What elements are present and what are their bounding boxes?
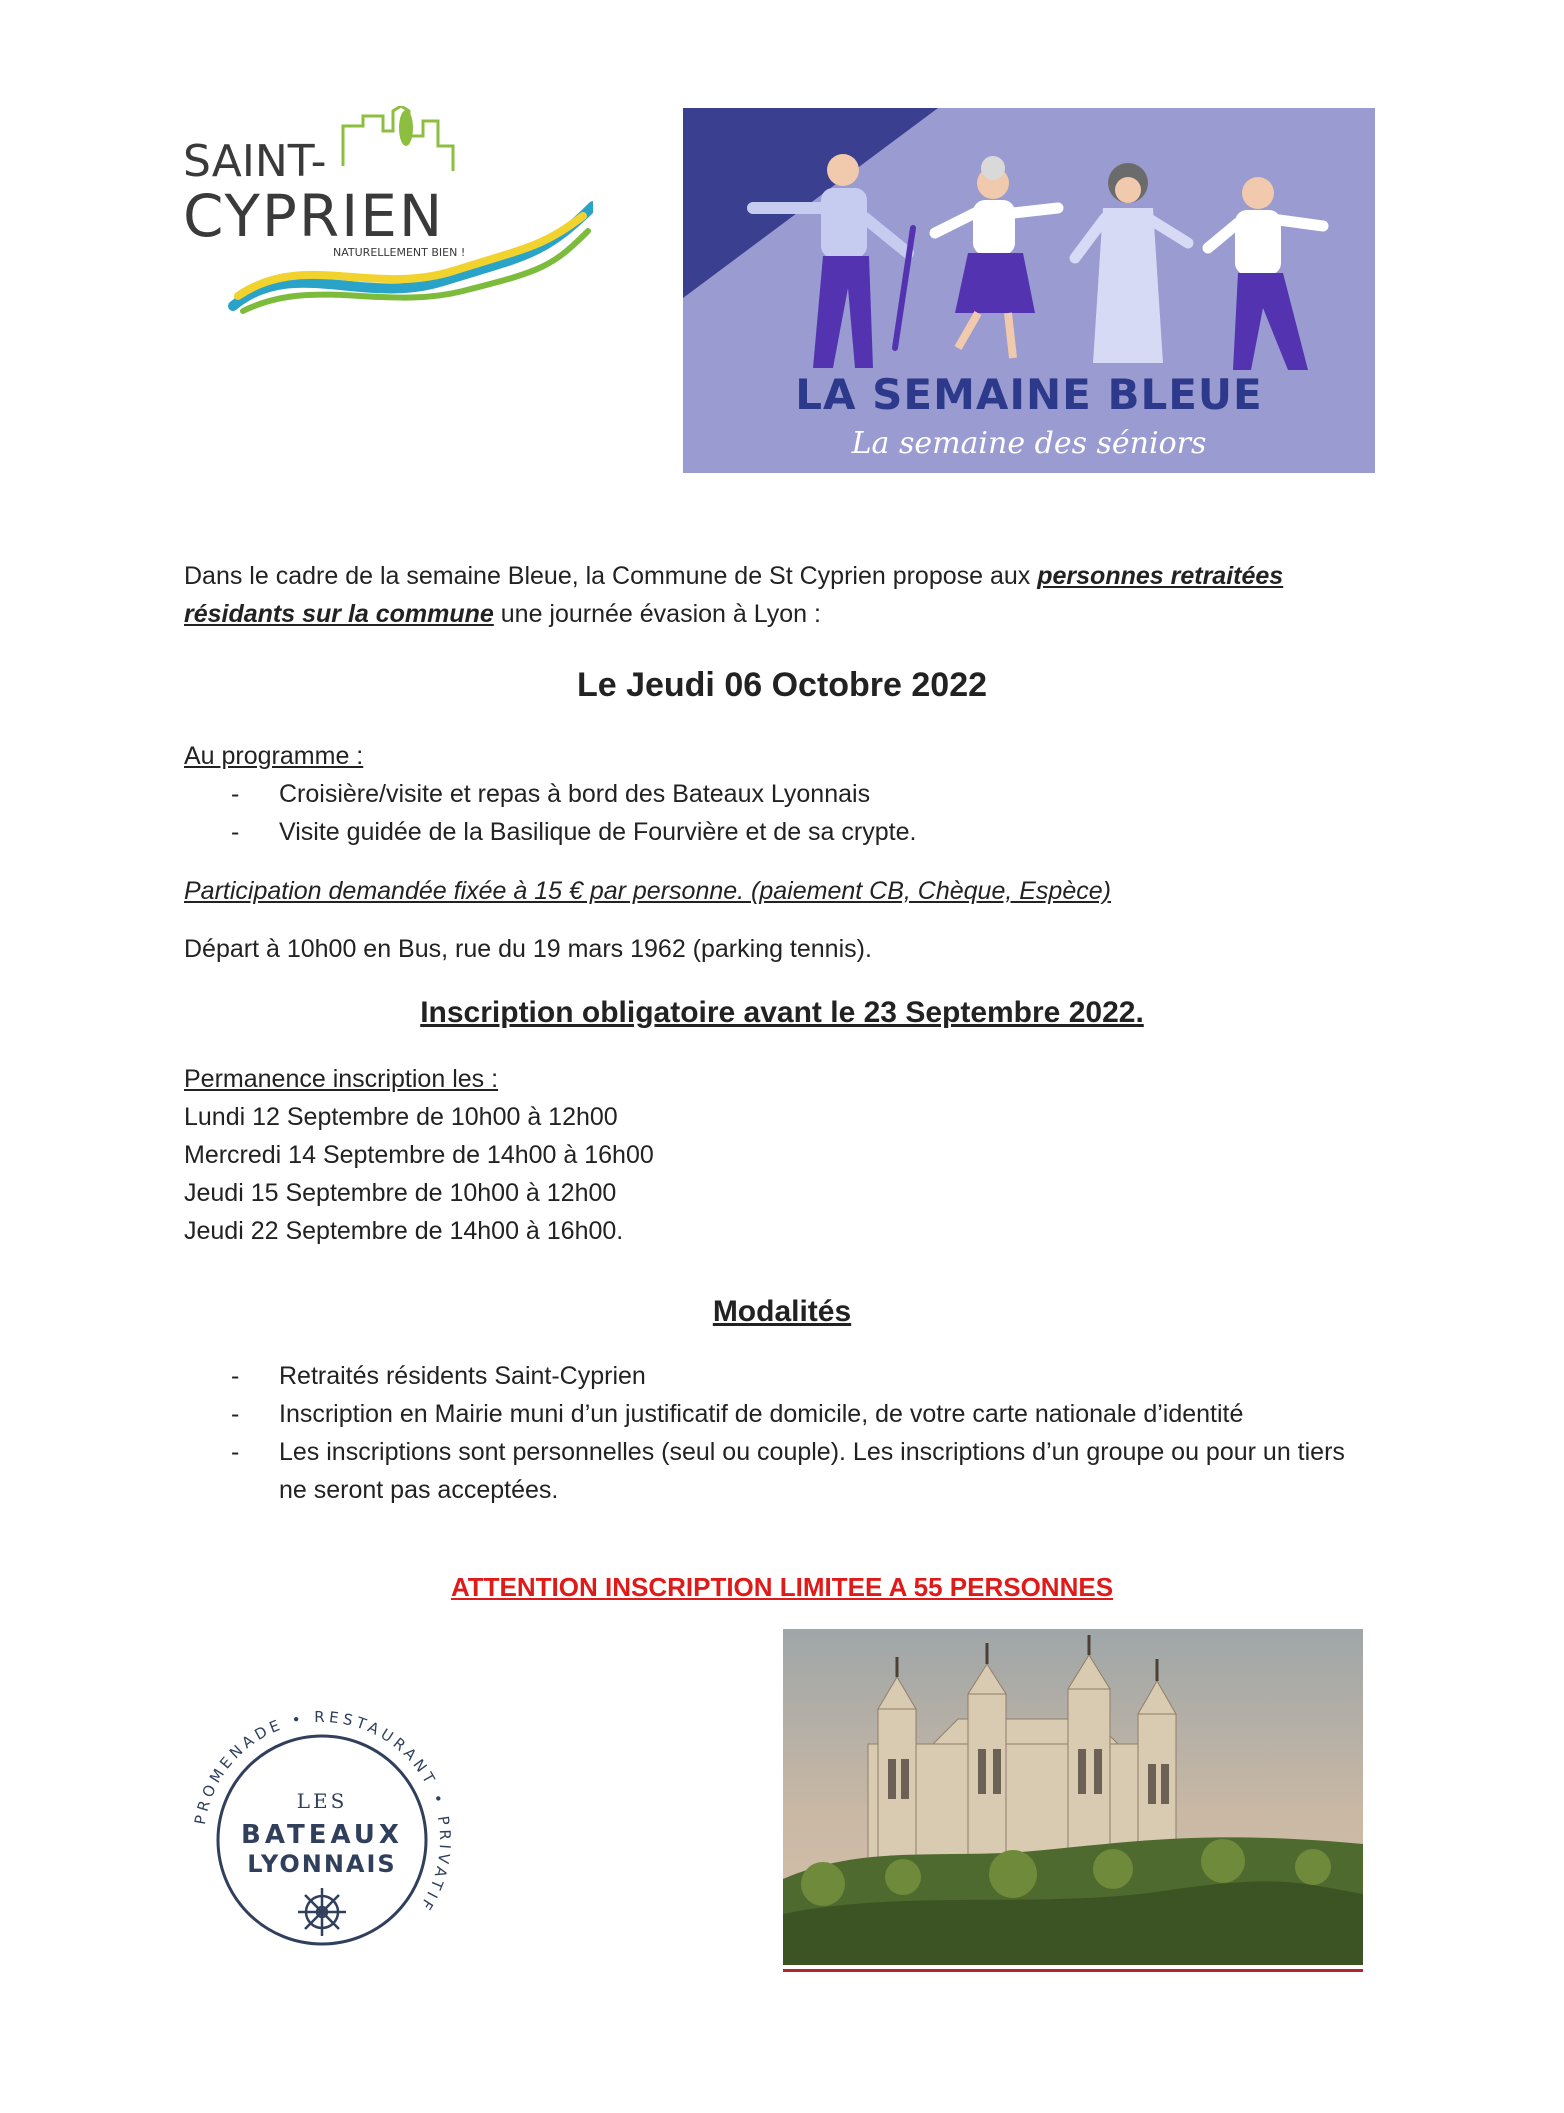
list-item: - Visite guidée de la Basilique de Fourvière et de sa crypte.: [231, 818, 917, 846]
list-item: Jeudi 15 Septembre de 10h00 à 12h00: [184, 1179, 617, 1207]
list-item: - Croisière/visite et repas à bord des Bateaux Lyonnais: [231, 780, 871, 808]
logo-tagline: NATURELLEMENT BIEN !: [333, 246, 466, 259]
list-item: - Inscription en Mairie muni d’un justificatif de domicile, de votre carte nationale d’identité: [231, 1400, 1244, 1428]
logo-les: LES: [296, 1789, 348, 1813]
banner-subtitle: La semaine des séniors: [851, 426, 1207, 461]
list-item: Lundi 12 Septembre de 10h00 à 12h00: [184, 1103, 618, 1131]
intro-emphasis: personnes retraitées résidants sur la commune: [184, 562, 1284, 628]
logo-bateaux: BATEAUX: [241, 1820, 403, 1850]
list-item: Mercredi 14 Septembre de 14h00 à 16h00: [184, 1141, 654, 1169]
attention-warning: ATTENTION INSCRIPTION LIMITEE A 55 PERSONNES: [450, 1572, 1114, 1602]
logo-ring-text: PROMENADE • RESTAURANT • PRIVATIF: [190, 1707, 455, 1917]
intro-part2: une journée évasion à Lyon :: [493, 600, 821, 628]
logo-line1: SAINT-: [183, 136, 327, 187]
logo-line2: CYPRIEN: [183, 182, 445, 250]
permanence-heading: Permanence inscription les :: [184, 1065, 499, 1093]
bateaux-lyonnais-logo: [182, 1700, 462, 1980]
programme-list: [231, 775, 916, 851]
list-item: Jeudi 22 Septembre de 14h00 à 16h00.: [184, 1217, 624, 1245]
intro-part1: Dans le cadre de la semaine Bleue, la Commune de St Cyprien propose aux: [184, 562, 1038, 590]
logo-lyonnais: LYONNAIS: [247, 1850, 397, 1878]
photo-underline: [783, 1969, 1363, 1972]
departure-info: Départ à 10h00 en Bus, rue du 19 mars 1962 (parking tennis).: [184, 935, 872, 963]
basilica-photo: [783, 1629, 1363, 1965]
permanence-list: [184, 1098, 654, 1250]
list-item: - Retraités résidents Saint-Cyprien: [231, 1362, 646, 1390]
list-item: - Les inscriptions sont personnelles (seul ou couple). Les inscriptions d’un groupe ou pour un tiers ne seront pas acceptées.: [231, 1438, 1345, 1504]
participation-note: Participation demandée fixée à 15 € par personne. (paiement CB, Chèque, Espèce): [184, 877, 1111, 905]
modalites-title: Modalités: [712, 1295, 852, 1328]
registration-deadline: Inscription obligatoire avant le 23 Septembre 2022.: [420, 996, 1144, 1029]
semaine-bleue-banner: [683, 108, 1375, 473]
programme-heading: Au programme :: [184, 742, 364, 770]
saint-cyprien-logo: [183, 106, 593, 332]
intro-paragraph: [184, 557, 1344, 633]
banner-title: LA SEMAINE BLEUE: [795, 370, 1263, 419]
event-date: Le Jeudi 06 Octobre 2022: [576, 666, 988, 704]
modalites-list: [231, 1357, 1371, 1509]
ship-wheel-icon: [298, 1888, 346, 1936]
